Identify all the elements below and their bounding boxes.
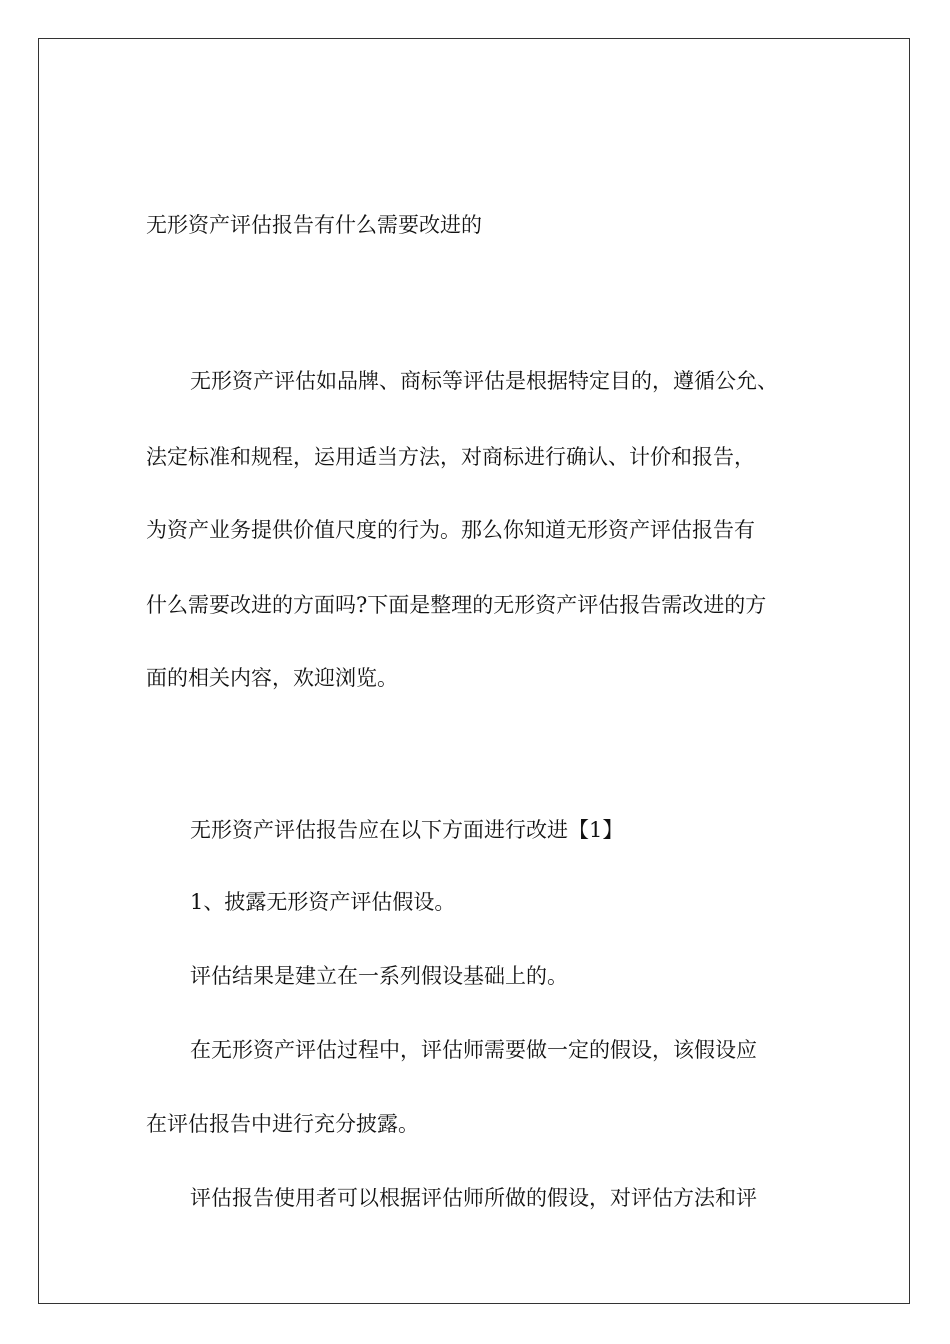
section-heading: 无形资产评估报告应在以下方面进行改进【1】 — [190, 818, 624, 842]
intro-line-4: 什么需要改进的方面吗?下面是整理的无形资产评估报告需改进的方 — [146, 593, 767, 617]
paragraph-2-line-2: 在评估报告中进行充分披露。 — [146, 1112, 419, 1136]
paragraph-1: 评估结果是建立在一系列假设基础上的。 — [190, 964, 568, 988]
intro-line-1: 无形资产评估如品牌、商标等评估是根据特定目的，遵循公允、 — [190, 369, 778, 393]
intro-line-2: 法定标准和规程，运用适当方法，对商标进行确认、计价和报告， — [146, 445, 755, 469]
intro-line-3: 为资产业务提供价值尺度的行为。那么你知道无形资产评估报告有 — [146, 518, 755, 542]
paragraph-3: 评估报告使用者可以根据评估师所做的假设，对评估方法和评 — [190, 1186, 757, 1210]
paragraph-2-line-1: 在无形资产评估过程中，评估师需要做一定的假设，该假设应 — [190, 1038, 757, 1062]
document-title: 无形资产评估报告有什么需要改进的 — [146, 213, 482, 237]
intro-line-5: 面的相关内容，欢迎浏览。 — [146, 666, 398, 690]
list-item-1: 1、披露无形资产评估假设。 — [190, 890, 456, 914]
